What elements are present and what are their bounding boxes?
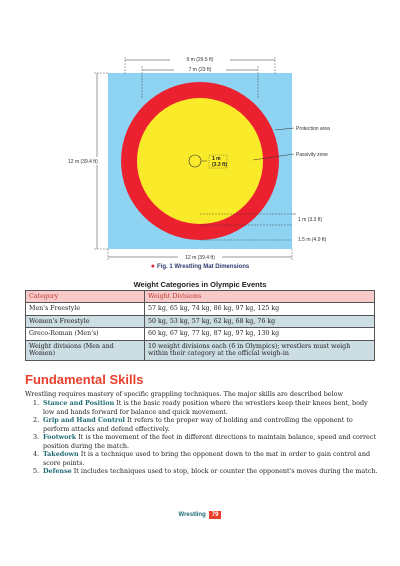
list-item — [25, 399, 380, 416]
center-circle-label-2: (3.3 ft) — [212, 162, 227, 168]
list-item — [25, 450, 380, 467]
list-item — [25, 467, 380, 476]
list-number: 2. — [33, 416, 40, 424]
dim-left-label: 12 m (39.4 ft) — [68, 159, 98, 165]
book-title: Wrestling — [178, 511, 206, 518]
dim-bottom-label: 12 m (39.4 ft) — [185, 255, 215, 261]
protection-area-label: Protection area — [296, 126, 330, 132]
central-wrestling-area — [137, 98, 263, 224]
table-row — [26, 303, 375, 316]
table-row — [26, 315, 375, 328]
table-cell-divisions: 50 kg, 53 kg, 57 kg, 62 kg, 68 kg, 76 kg — [145, 315, 375, 328]
figure-caption — [0, 263, 400, 270]
skills-list — [25, 399, 380, 476]
wrestling-mat-diagram — [0, 0, 400, 280]
list-number: 5. — [33, 467, 40, 475]
skill-text: It is the movement of the feet in different directions to maintain balance, speed and correct position during the match. — [43, 433, 376, 450]
skill-term: Stance and Position — [43, 399, 115, 407]
table-header-divisions: Weight Divisions — [145, 291, 375, 303]
page-number: 79 — [209, 511, 222, 519]
passivity-zone-label: Passivity zone — [296, 152, 328, 158]
list-number: 4. — [33, 450, 40, 458]
table-cell-divisions: 10 weight divisions each (6 in Olympics); wrestlers must weigh within their category at the official weigh-in — [145, 340, 375, 360]
table-cell-category: Weight divisions (Men and Women) — [26, 340, 145, 360]
table-cell-category: Women's Freestyle — [26, 315, 145, 328]
skill-term: Defense — [43, 467, 72, 475]
list-number: 1. — [33, 399, 40, 407]
table-header-category: Category — [26, 291, 145, 303]
skill-term: Grip and Hand Control — [43, 416, 125, 424]
table-cell-category: Men's Freestyle — [26, 303, 145, 316]
skill-text: It refers to the proper way of holding and controlling the opponent to perform attacks and defend effectively. — [43, 416, 353, 433]
table-header-row — [26, 291, 375, 303]
skill-text: It is the basic ready position where the wrestlers keep their knees bent, body low and hands forward for balance and quick movement. — [43, 399, 368, 416]
skill-text: It is a technique used to bring the opponent down to the mat in order to gain control and score points. — [43, 450, 371, 467]
table-cell-category: Greco-Roman (Men's) — [26, 328, 145, 341]
table-cell-divisions: 57 kg, 65 kg, 74 kg, 86 kg, 97 kg, 125 kg — [145, 303, 375, 316]
page-footer — [0, 506, 400, 524]
skill-term: Footwork — [43, 433, 77, 441]
center-circle-label-1: 1 m — [212, 156, 221, 162]
dim-7m-label: 7 m (23 ft) — [188, 67, 212, 73]
list-item — [25, 416, 380, 433]
table-title: Weight Categories in Olympic Events — [133, 280, 267, 289]
table-cell-divisions: 60 kg, 67 kg, 77 kg, 87 kg, 97 kg, 130 kg — [145, 328, 375, 341]
section-intro: Wrestling requires mastery of specific grappling techniques. The major skills are described below — [25, 390, 343, 398]
figure-caption-text: Fig. 1 Wrestling Mat Dimensions — [156, 264, 250, 270]
table-row — [26, 340, 375, 360]
bullet-icon: ● — [150, 263, 155, 270]
table-row — [26, 328, 375, 341]
weight-categories-table — [25, 290, 375, 361]
section-heading: Fundamental Skills — [25, 372, 144, 387]
list-number: 3. — [33, 433, 40, 441]
dim-9m-label: 9 m (29.5 ft) — [186, 57, 214, 63]
skill-text: It includes techniques used to stop, block or counter the opponent's moves during the match. — [73, 467, 378, 475]
skill-term: Takedown — [43, 450, 79, 458]
list-item — [25, 433, 380, 450]
dim-right-1-5m-label: 1.5 m (4.9 ft) — [298, 237, 327, 243]
dim-right-1m-label: 1 m (3.3 ft) — [298, 217, 323, 223]
